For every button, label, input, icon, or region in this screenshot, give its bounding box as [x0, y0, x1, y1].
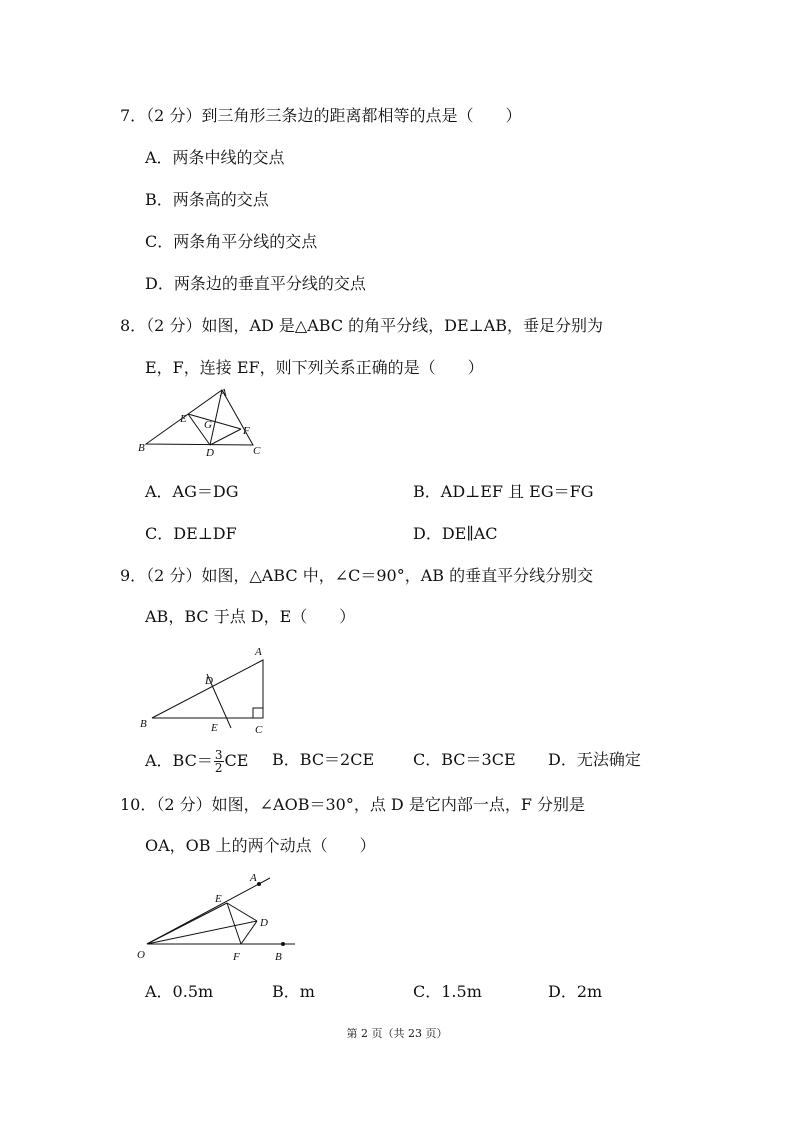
q9-right-angle-mark [253, 708, 263, 718]
q10-stem-line1: 10．（2 分）如图，∠AOB＝30°，点 D 是它内部一点，F 分别是 [120, 795, 586, 814]
q8-label-c: C [253, 445, 261, 457]
q10-option-b: B．m [272, 982, 315, 1001]
q8-label-b: B [138, 442, 145, 454]
q10-segment-od-upper [147, 903, 227, 944]
q10-label-f: F [233, 951, 240, 963]
q9-option-a-suffix: CE [224, 751, 249, 770]
q10-segment-df [241, 921, 257, 944]
q7-option-d: D．两条边的垂直平分线的交点 [145, 274, 366, 293]
q10-label-b: B [275, 951, 282, 963]
q8-stem-line2: E，F，连接 EF，则下列关系正确的是（ ） [145, 358, 484, 377]
q9-option-a-fraction [214, 749, 224, 774]
q8-label-e: E [180, 413, 187, 425]
q10-point-a [257, 882, 261, 886]
q9-option-d: D．无法确定 [548, 750, 641, 769]
q8-segment-ef [188, 414, 241, 429]
q8-option-c: C．DE⊥DF [145, 524, 237, 543]
q7-option-b: B．两条高的交点 [145, 190, 269, 209]
page-footer: 第 2 页（共 23 页） [346, 1027, 448, 1040]
q8-option-a: A．AG＝DG [145, 482, 239, 501]
q7-option-a: A．两条中线的交点 [145, 148, 285, 167]
q10-stem-line2: OA，OB 上的两个动点（ ） [145, 836, 376, 855]
q8-label-a: A [220, 387, 227, 399]
q9-fraction-numerator: 3 [214, 748, 223, 762]
q10-segment-od [147, 921, 257, 944]
q8-option-b: B．AD⊥EF 且 EG＝FG [413, 482, 594, 501]
q9-label-b: B [140, 718, 147, 730]
q9-stem-line1: 9．（2 分）如图，△ABC 中，∠C＝90°，AB 的垂直平分线分别交 [120, 566, 594, 585]
q9-label-d: D [205, 675, 213, 687]
q9-option-a-prefix: A．BC＝ [145, 751, 213, 770]
q9-fraction-denominator: 2 [214, 761, 223, 775]
q10-point-b [281, 942, 285, 946]
q10-option-a: A．0.5m [145, 982, 214, 1001]
q9-option-c: C．BC＝3CE [413, 750, 516, 769]
q9-figure [135, 640, 275, 735]
q8-figure [135, 385, 270, 459]
q7-option-c: C．两条角平分线的交点 [145, 232, 318, 251]
q10-label-e: E [215, 893, 222, 905]
q8-stem-line1: 8．（2 分）如图，AD 是△ABC 的角平分线，DE⊥AB，垂足分别为 [120, 316, 604, 335]
q8-label-g: G [204, 419, 212, 431]
q9-option-b: B．BC＝2CE [272, 750, 375, 769]
q10-figure [135, 870, 300, 965]
q10-segment-ef [227, 903, 241, 944]
q9-label-e: E [211, 722, 218, 734]
q10-label-a: A [250, 872, 257, 884]
q9-stem-line2: AB，BC 于点 D，E（ ） [145, 607, 356, 626]
q8-label-d: D [206, 447, 214, 459]
q7-stem: 7．（2 分）到三角形三条边的距离都相等的点是（ ） [120, 106, 522, 125]
q9-triangle-abc [152, 660, 263, 718]
q9-option-a [145, 749, 248, 774]
q10-label-o: O [137, 949, 145, 961]
q9-label-a: A [255, 646, 262, 658]
q8-option-d: D．DE∥AC [413, 524, 498, 543]
q10-option-d: D．2m [548, 982, 603, 1001]
q8-label-f: F [243, 425, 250, 437]
q9-label-c: C [255, 724, 263, 736]
q10-option-c: C．1.5m [413, 982, 482, 1001]
q8-segment-df [210, 429, 241, 445]
q10-label-d: D [260, 917, 268, 929]
q10-segment-ed [227, 903, 257, 921]
